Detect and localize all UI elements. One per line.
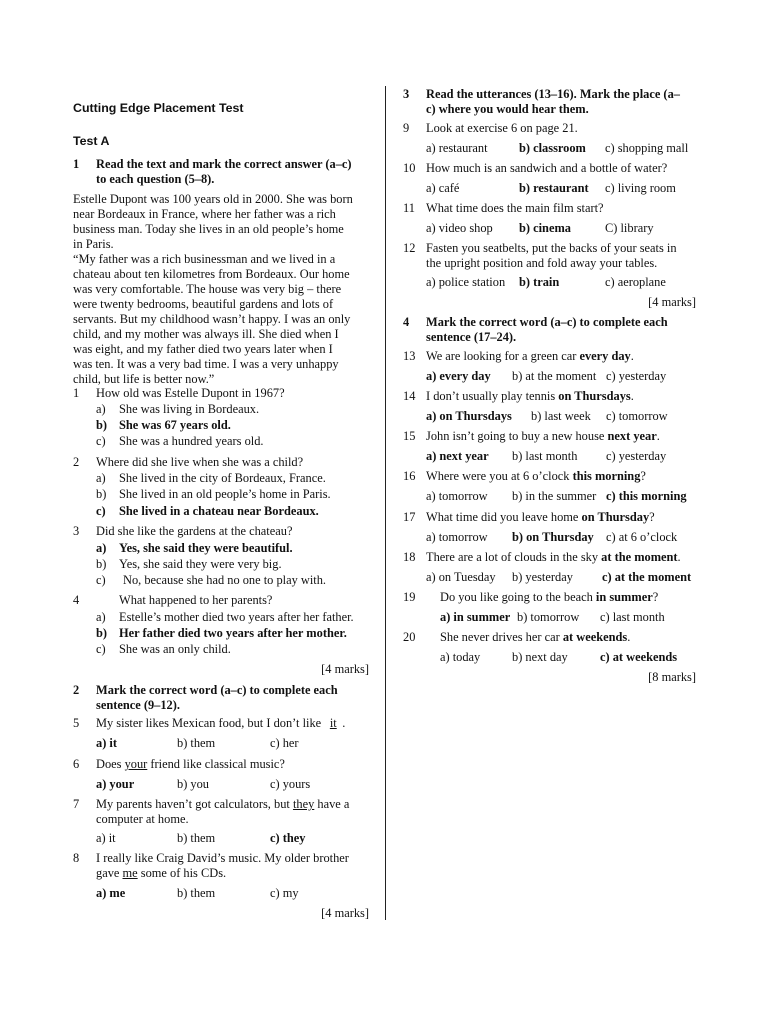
option-b[interactable]: b) last week [531,409,591,423]
question-text-part: . [630,389,634,403]
option-letter: c) [96,504,106,518]
option-letter: b) [96,418,108,432]
question-text: Look at exercise 6 on page 21. [426,121,578,135]
question-text-part: We are looking for a green car [426,349,577,363]
question-text [426,389,699,404]
question-text: How much is an sandwich and a bottle of water? [426,161,668,175]
question-text-part: Do you like going to the beach [440,590,593,604]
question-text: What time does the main film start? [426,201,604,215]
section-marks: [4 marks] [321,906,369,920]
question-number: 8 [73,851,80,865]
question-blank: your [124,757,148,771]
question-text: What happened to her parents? [119,593,273,607]
question-number: 18 [403,550,416,564]
option-a-correct[interactable]: a) next year [426,449,489,463]
option-a-correct[interactable]: a) your [96,777,135,791]
option-letter: a) [96,471,106,485]
heading-line: to each question (5–8). [96,172,215,186]
question-text-part: ? [649,510,655,524]
question-text-part: . [656,429,660,443]
column-divider [385,86,386,920]
paragraph-line: near Bordeaux in France, where her father was a rich [73,207,336,221]
option-letter: c) [96,573,106,587]
question-text-part: She never drives her car [440,630,560,644]
question-number: 13 [403,349,416,363]
option-c[interactable]: She was an only child. [119,642,231,656]
option-a[interactable]: a) restaurant [426,141,488,155]
section-number: 4 [403,315,410,329]
test-label: Test A [73,134,110,148]
heading-line: Read the text and mark the correct answer (a–c) [96,157,352,171]
question-number: 3 [73,524,80,538]
paragraph-line: business man. Today she lives in an old people’s home [73,222,344,236]
option-c-correct[interactable]: c) at weekends [600,650,678,664]
question-number: 7 [73,797,80,811]
question-text [440,630,699,645]
option-a-correct[interactable]: Yes, she said they were beautiful. [119,541,293,555]
question-number: 5 [73,716,80,730]
heading-line: Mark the correct word (a–c) to complete each [96,683,338,697]
question-text-part: friend like classical music? [150,757,285,771]
question-text [426,510,699,525]
option-c[interactable]: No, because she had no one to play with. [123,573,327,587]
question-blank: it [329,716,337,730]
question-text-part: . [627,630,631,644]
option-c[interactable]: c) my [270,886,299,900]
option-a-correct[interactable]: a) on Thursdays [426,409,512,423]
option-b[interactable]: She lived in an old people’s home in Paris. [119,487,331,501]
option-c[interactable]: c) tomorrow [606,409,668,423]
option-b[interactable]: b) last month [512,449,578,463]
question-text-part: My parents haven’t got calculators, but [96,797,290,811]
option-b[interactable]: b) you [177,777,210,791]
paragraph-line: child, and my mother was always ill. She died when I [73,327,339,341]
question-text [96,757,369,772]
option-a[interactable]: a) tomorrow [426,530,488,544]
question-text-part: There are a lot of clouds in the sky [426,550,599,564]
question-text-part: . [342,716,346,730]
question-text-part: John isn’t going to buy a new house [426,429,605,443]
option-b-correct[interactable]: b) on Thursday [512,530,594,544]
question-number: 14 [403,389,416,403]
option-a-correct[interactable]: a) me [96,886,126,900]
paragraph-line: was eight, and my father died two years later when I [73,342,333,356]
option-c[interactable]: c) living room [605,181,676,195]
section-marks: [4 marks] [321,662,369,676]
question-number: 16 [403,469,416,483]
option-letter: c) [96,434,106,448]
option-c[interactable]: c) yesterday [606,369,667,383]
question-text-part: Does [96,757,122,771]
question-text: Fasten you seatbelts, put the backs of your seats in [426,241,677,255]
question-number: 12 [403,241,416,255]
paragraph-line: were twenty bedrooms, beautiful gardens and lots of [73,297,334,311]
option-b[interactable]: Yes, she said they were very big. [119,557,282,571]
option-a[interactable]: a) tomorrow [426,489,488,503]
question-number: 11 [403,201,415,215]
option-b-correct[interactable]: b) cinema [519,221,571,235]
option-c-correct[interactable]: c) they [270,831,306,845]
option-b[interactable]: b) train [519,275,560,289]
option-c[interactable]: c) yours [270,777,311,791]
option-a[interactable]: a) on Tuesday [426,570,496,584]
option-letter: c) [96,642,106,656]
question-key-phrase: at the moment [601,550,678,564]
option-a-correct[interactable]: a) it [96,736,117,750]
option-b[interactable]: b) them [177,831,216,845]
section-heading [426,315,699,345]
option-letter: b) [96,626,108,640]
option-b-correct[interactable]: Her father died two years after her mother. [119,626,347,640]
question-key-phrase: in summer [595,590,653,604]
question-number: 9 [403,121,410,135]
question-key-phrase: on Thursday [581,510,650,524]
question-text-part: What time did you leave home [426,510,579,524]
option-a-correct[interactable]: a) every day [426,369,491,383]
question-text-part: My sister likes Mexican food, but I don’t like [96,716,322,730]
option-a[interactable]: Estelle’s mother died two years after her father. [119,610,354,624]
question-text: How old was Estelle Dupont in 1967? [96,386,285,400]
section-marks: [4 marks] [648,295,696,309]
question-text-part: gave [96,866,120,880]
section-number: 2 [73,683,80,697]
option-c[interactable]: c) yesterday [606,449,667,463]
question-text [426,349,699,364]
option-b[interactable]: b) them [177,736,216,750]
heading-line: Mark the correct word (a–c) to complete each [426,315,668,329]
option-a[interactable]: a) café [426,181,460,195]
option-a[interactable]: a) it [96,831,116,845]
question-text [96,797,369,812]
question-text-part: have a [317,797,350,811]
option-c[interactable]: She was a hundred years old. [119,434,264,448]
option-b[interactable]: b) at the moment [512,369,597,383]
section-marks: [8 marks] [648,670,696,684]
question-text-part: some of his CDs. [140,866,227,880]
section-heading [96,683,369,713]
question-text: Where did she live when she was a child? [96,455,304,469]
option-a[interactable]: a) today [440,650,481,664]
question-number: 2 [73,455,80,469]
paragraph-line: Estelle Dupont was 100 years old in 2000. She was born [73,192,353,206]
option-c-correct[interactable]: c) this morning [606,489,687,503]
option-a[interactable]: a) video shop [426,221,493,235]
option-c[interactable]: C) library [605,221,654,235]
option-letter: a) [96,610,106,624]
question-text-part: ? [640,469,646,483]
paragraph-line: was very comfortable. The house was very big – there [73,282,342,296]
option-b[interactable]: b) next day [512,650,568,664]
option-b[interactable]: b) them [177,886,216,900]
option-letter: b) [96,487,107,501]
question-number: 6 [73,757,80,771]
question-text [426,469,699,484]
question-text: I really like Craig David’s music. My older brother [96,851,349,865]
question-text-part: Where were you at 6 o’clock [426,469,570,483]
section-heading [96,157,369,187]
option-c[interactable]: c) at 6 o’clock [606,530,678,544]
question-blank: they [292,797,315,811]
heading-line: Read the utterances (13–16). Mark the place (a– [426,87,680,101]
option-b[interactable]: b) tomorrow [517,610,580,624]
question-key-phrase: at weekends [562,630,628,644]
option-a[interactable]: She was living in Bordeaux. [119,402,260,416]
document-title: Cutting Edge Placement Test [73,101,244,115]
reading-paragraph [73,252,369,387]
paragraph-line: chateau about ten kilometres from Bordeaux. Our home [73,267,350,281]
question-blank: me [122,866,138,880]
section-number: 3 [403,87,410,101]
section-heading [426,87,699,117]
option-b[interactable]: b) yesterday [512,570,573,584]
section-number: 1 [73,157,80,171]
question-text [440,590,699,605]
heading-line: sentence (17–24). [426,330,517,344]
question-number: 4 [73,593,80,607]
option-letter: b) [96,557,107,571]
question-text-line: computer at home. [96,812,189,826]
question-text [426,550,699,565]
question-text-part: . [630,349,634,363]
question-text-part: ? [652,590,659,604]
question-number: 1 [73,386,80,400]
paragraph-line: in Paris. [73,237,114,251]
heading-line: c) where you would hear them. [426,102,589,116]
option-b[interactable]: b) in the summer [512,489,597,503]
question-number: 10 [403,161,416,175]
option-c[interactable]: c) shopping mall [605,141,689,155]
question-text-part: . [677,550,681,564]
option-a[interactable]: She lived in the city of Bordeaux, France. [119,471,326,485]
option-letter: a) [96,541,107,555]
question-text [426,429,699,444]
paragraph-line: servants. But my childhood wasn’t happy. I was an only [73,312,351,326]
option-letter: a) [96,402,106,416]
question-key-phrase: this morning [572,469,641,483]
reading-paragraph [73,192,369,252]
option-c-correct[interactable]: c) at the moment [602,570,692,584]
paragraph-line: was ten. It was a very bad time. I was a very unhappy [73,357,339,371]
option-c[interactable]: c) aeroplane [605,275,666,289]
question-key-phrase: every day [579,349,631,363]
question-text-line [96,866,369,881]
option-a[interactable]: a) police station [426,275,506,289]
question-text-line: the upright position and fold away your tables. [426,256,658,270]
paragraph-line: child, but life is better now.” [73,372,215,386]
heading-line: sentence (9–12). [96,698,180,712]
question-number: 19 [403,590,416,604]
question-text [96,716,369,731]
question-key-phrase: next year [607,429,657,443]
paragraph-line: “My father was a rich businessman and we lived in a [73,252,336,266]
option-c[interactable]: c) last month [600,610,665,624]
option-b-correct[interactable]: b) classroom [519,141,586,155]
question-number: 17 [403,510,416,524]
option-a-correct[interactable]: a) in summer [440,610,511,624]
question-key-phrase: on Thursdays [558,389,631,403]
option-b-correct[interactable]: b) restaurant [519,181,589,195]
option-c[interactable]: c) her [270,736,299,750]
option-b-correct[interactable]: She was 67 years old. [119,418,231,432]
question-text: Did she like the gardens at the chateau? [96,524,293,538]
question-text-part: I don’t usually play tennis [426,389,556,403]
question-number: 15 [403,429,416,443]
question-number: 20 [403,630,416,644]
option-c-correct[interactable]: She lived in a chateau near Bordeaux. [119,504,319,518]
